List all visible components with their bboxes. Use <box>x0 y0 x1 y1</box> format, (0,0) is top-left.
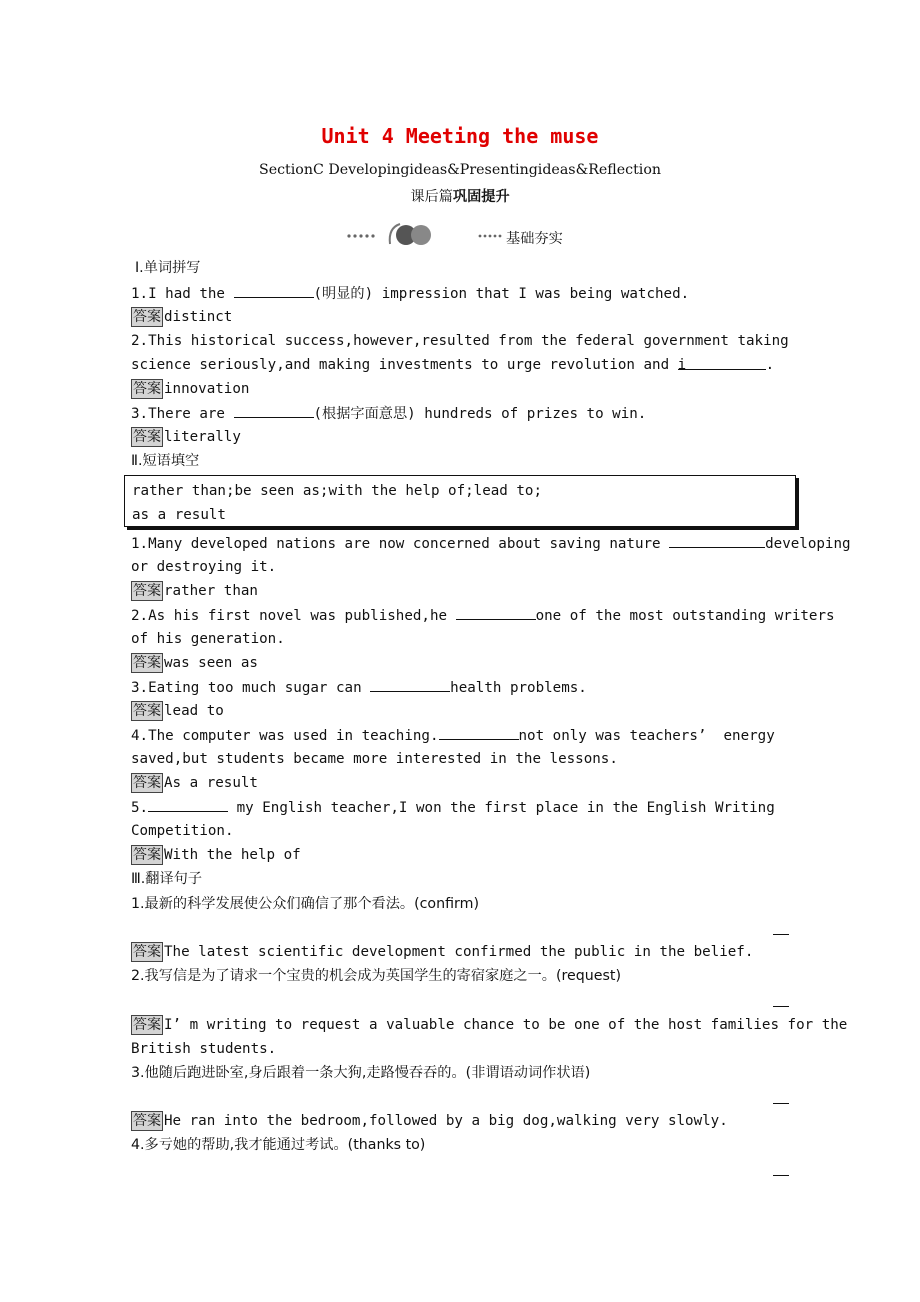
phrase-box-line1: rather than;be seen as;with the help of;lead to; <box>132 483 542 499</box>
answer-blank[interactable] <box>370 677 450 692</box>
part1-question-1: 1.I had the (明显的) impression that I was being watched. <box>131 283 689 304</box>
answer-tag: 答案 <box>133 381 161 397</box>
part2-answer-5: 答案 With the help of <box>133 847 301 863</box>
answer-tag: 答案 <box>133 703 161 719</box>
part2-answer-1: 答案 rather than <box>133 583 258 599</box>
part3-answer-2: 答案 I’ m writing to request a valuable chance to be one of the host families for the <box>133 1017 848 1033</box>
part2-question-4-line2: saved,but students became more interested in the lessons. <box>131 751 618 767</box>
answer-line[interactable] <box>773 1006 789 1007</box>
part3-question-2: 2.我写信是为了请求一个宝贵的机会成为英国学生的寄宿家庭之一。(request) <box>131 968 621 984</box>
answer-tag: 答案 <box>133 847 161 863</box>
answer-line[interactable] <box>773 1175 789 1176</box>
answer-blank[interactable] <box>669 533 765 548</box>
part1-question-2-line2: science seriously,and making investments to urge revolution and i . <box>131 357 775 373</box>
answer-blank[interactable] <box>148 797 228 812</box>
part2-heading: Ⅱ.短语填空 <box>131 453 200 469</box>
part2-question-5-line2: Competition. <box>131 823 234 839</box>
part3-question-4: 4.多亏她的帮助,我才能通过考试。(thanks to) <box>131 1137 426 1153</box>
part1-answer-3: 答案 literally <box>133 429 241 445</box>
part2-answer-3: 答案 lead to <box>133 703 224 719</box>
part2-question-5: 5. my English teacher,I won the first place in the English Writing <box>131 797 775 818</box>
section-subtitle: SectionC Developingideas&Presentingideas&Reflection <box>258 162 661 178</box>
part1-answer-2: 答案 innovation <box>133 381 250 397</box>
part3-answer-2-line2: British students. <box>131 1041 277 1057</box>
answer-line[interactable] <box>773 934 789 935</box>
phrase-box <box>124 475 796 527</box>
part3-question-1: 1.最新的科学发展使公众们确信了那个看法。(confirm) <box>131 896 479 912</box>
answer-tag: 答案 <box>133 429 161 445</box>
answer-tag: 答案 <box>133 775 161 791</box>
answer-blank[interactable] <box>439 725 519 740</box>
part2-question-4: 4.The computer was used in teaching. not only was teachers’ energy <box>131 725 775 746</box>
part2-question-1-line2: or destroying it. <box>131 559 277 575</box>
answer-blank[interactable] <box>456 605 536 620</box>
answer-blank[interactable]: i <box>678 355 766 370</box>
part1-heading: Ⅰ.单词拼写 <box>135 260 201 276</box>
part2-question-3: 3.Eating too much sugar can health problems. <box>131 677 587 698</box>
page-title: Unit 4 Meeting the muse <box>321 124 599 148</box>
answer-blank[interactable] <box>234 403 314 418</box>
part2-question-2: 2.As his first novel was published,he one of the most outstanding writers <box>131 605 835 626</box>
answer-tag: 答案 <box>133 944 161 960</box>
part2-question-2-line2: of his generation. <box>131 631 285 647</box>
answer-tag: 答案 <box>133 1113 161 1129</box>
part2-answer-4: 答案 As a result <box>133 775 258 791</box>
part1-question-2-line1: 2.This historical success,however,resulted from the federal government taking <box>131 333 789 349</box>
answer-blank[interactable] <box>234 283 314 298</box>
practice-subtitle: 课后篇巩固提升 <box>410 189 510 205</box>
answer-line[interactable] <box>773 1103 789 1104</box>
banner-label: 基础夯实 <box>506 231 563 247</box>
part2-answer-2: 答案 was seen as <box>133 655 258 671</box>
part3-answer-3: 答案 He ran into the bedroom,followed by a big dog,walking very slowly. <box>133 1113 728 1129</box>
answer-tag: 答案 <box>133 655 161 671</box>
phrase-box-line2: as a result <box>132 507 226 523</box>
part3-heading: Ⅲ.翻译句子 <box>131 871 203 887</box>
part1-answer-1: 答案 distinct <box>133 309 233 325</box>
answer-tag: 答案 <box>133 583 161 599</box>
answer-tag: 答案 <box>133 1017 161 1033</box>
answer-tag: 答案 <box>133 309 161 325</box>
part3-question-3: 3.他随后跑进卧室,身后跟着一条大狗,走路慢吞吞的。(非谓语动词作状语) <box>131 1065 591 1081</box>
part1-question-3: 3.There are (根据字面意思) hundreds of prizes to win. <box>131 403 646 424</box>
part3-answer-1: 答案 The latest scientific development confirmed the public in the belief. <box>133 944 754 960</box>
part2-question-1: 1.Many developed nations are now concerned about saving nature developing <box>131 533 851 554</box>
